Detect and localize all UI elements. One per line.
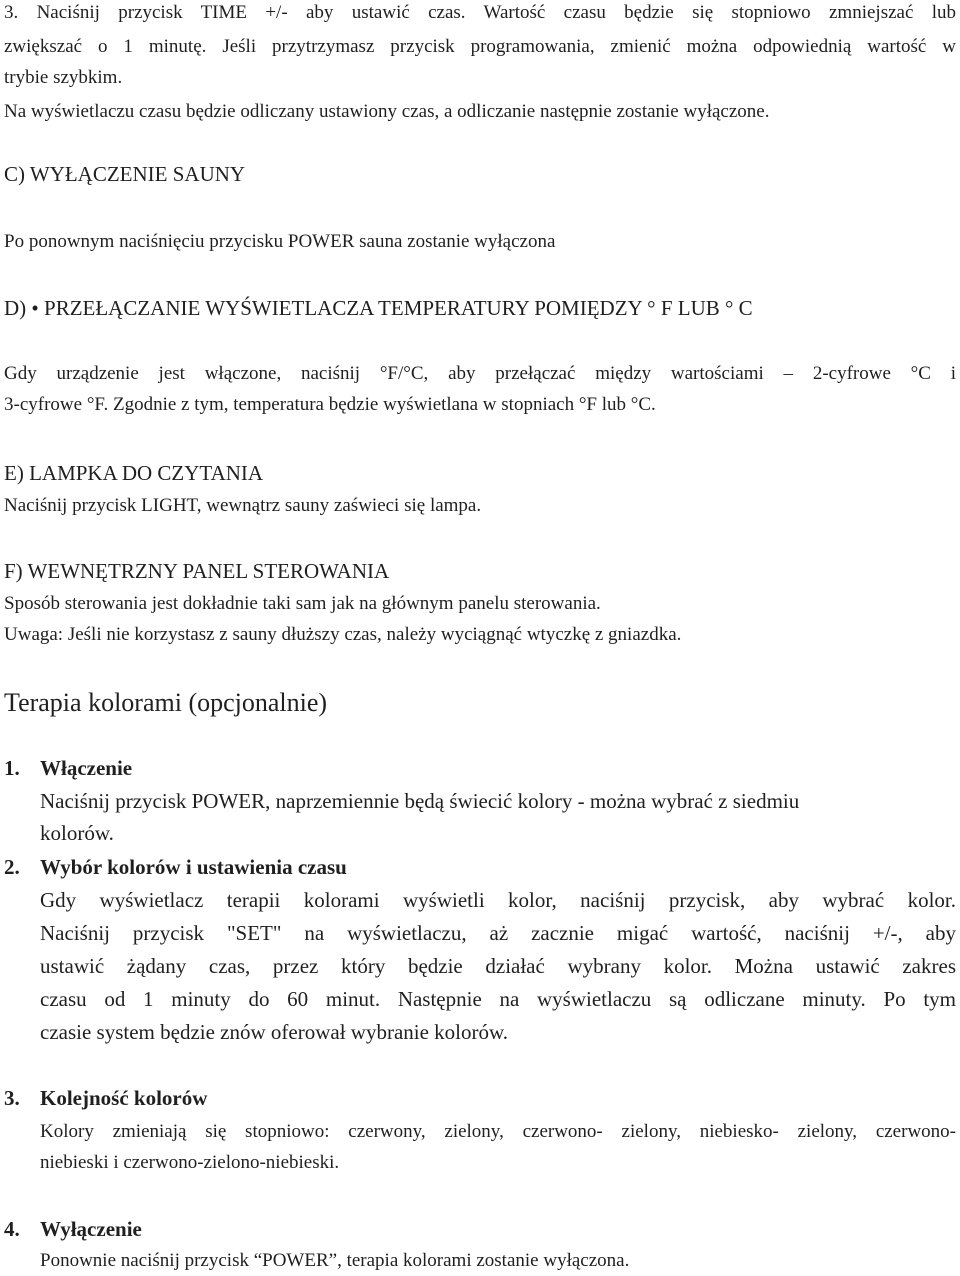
therapy-step2-number: 2.: [4, 855, 20, 879]
section-d-text-line2: 3-cyfrowe °F. Zgodnie z tym, temperatura będzie wyświetlana w stopniach °F lub °C.: [4, 394, 656, 415]
section-d-text-line1: Gdy urządzenie jest włączone, naciśnij °F/°C, aby przełączać między wartościami – 2-cyfrowe °C i: [4, 363, 956, 384]
section-d-heading: D) • PRZEŁĄCZANIE WYŚWIETLACZA TEMPERATURY POMIĘDZY ° F LUB ° C: [4, 296, 753, 320]
therapy-step4-number: 4.: [4, 1217, 20, 1241]
therapy-step3-line2: niebieski i czerwono-zielono-niebieski.: [40, 1152, 340, 1173]
section-f-heading: F) WEWNĘTRZNY PANEL STEROWANIA: [4, 559, 390, 583]
intro-step3-line1: 3. Naciśnij przycisk TIME +/- aby ustawić czas. Wartość czasu będzie się stopniowo zmniejszać lub: [4, 2, 956, 23]
therapy-step1-line1: Naciśnij przycisk POWER, naprzemiennie będą świecić kolory - można wybrać z siedmiu: [40, 789, 800, 813]
intro-step3-line2: zwiększać o 1 minutę. Jeśli przytrzymasz przycisk programowania, zmienić można odpowiednią wartość w: [4, 36, 956, 57]
therapy-step2-line2: Naciśnij przycisk "SET" na wyświetlaczu, aż zacznie migać wartość, naciśnij +/-, aby: [40, 921, 956, 945]
section-f-note: Uwaga: Jeśli nie korzystasz z sauny dłuższy czas, należy wyciągnąć wtyczkę z gniazdka.: [4, 624, 682, 645]
therapy-step3-number: 3.: [4, 1086, 20, 1110]
therapy-step4-heading: [4, 1217, 142, 1241]
therapy-step2-line1: Gdy wyświetlacz terapii kolorami wyświetli kolor, naciśnij przycisk, aby wybrać kolor.: [40, 888, 956, 912]
therapy-step3-line1: Kolory zmieniają się stopniowo: czerwony, zielony, czerwono- zielony, niebiesko- zielony, czerwono-: [40, 1121, 956, 1142]
therapy-step2-line4: czasu od 1 minuty do 60 minut. Następnie na wyświetlaczu są odliczane minuty. Po tym: [40, 987, 956, 1011]
section-c-heading: C) WYŁĄCZENIE SAUNY: [4, 162, 246, 186]
therapy-title: Terapia kolorami (opcjonalnie): [4, 688, 328, 717]
section-c-text: Po ponownym naciśnięciu przycisku POWER sauna zostanie wyłączona: [4, 231, 556, 252]
therapy-step4-title: Wyłączenie: [40, 1217, 142, 1241]
therapy-step3-title: Kolejność kolorów: [40, 1086, 208, 1110]
therapy-step2-line5: czasie system będzie znów oferował wybranie kolorów.: [40, 1020, 509, 1044]
intro-step3-line3: trybie szybkim.: [4, 67, 123, 88]
section-f-text: Sposób sterowania jest dokładnie taki sam jak na głównym panelu sterowania.: [4, 593, 601, 614]
therapy-step1-number: 1.: [4, 756, 20, 780]
therapy-step1-heading: [4, 756, 132, 780]
intro-countdown-text: Na wyświetlaczu czasu będzie odliczany ustawiony czas, a odliczanie następnie zostanie wyłączone.: [4, 101, 770, 122]
section-e-heading: E) LAMPKA DO CZYTANIA: [4, 461, 264, 485]
therapy-step2-line3: ustawić żądany czas, przez który będzie działać wybrany kolor. Można ustawić zakres: [40, 954, 956, 978]
therapy-step4-line1: Ponownie naciśnij przycisk “POWER”, terapia kolorami zostanie wyłączona.: [40, 1250, 630, 1271]
section-e-text: Naciśnij przycisk LIGHT, wewnątrz sauny zaświeci się lampa.: [4, 495, 482, 516]
therapy-step1-title: Włączenie: [40, 756, 133, 780]
therapy-step1-line2: kolorów.: [40, 821, 114, 845]
therapy-step2-heading: [4, 855, 347, 879]
therapy-step3-heading: [4, 1086, 207, 1110]
therapy-step2-title: Wybór kolorów i ustawienia czasu: [40, 855, 347, 879]
